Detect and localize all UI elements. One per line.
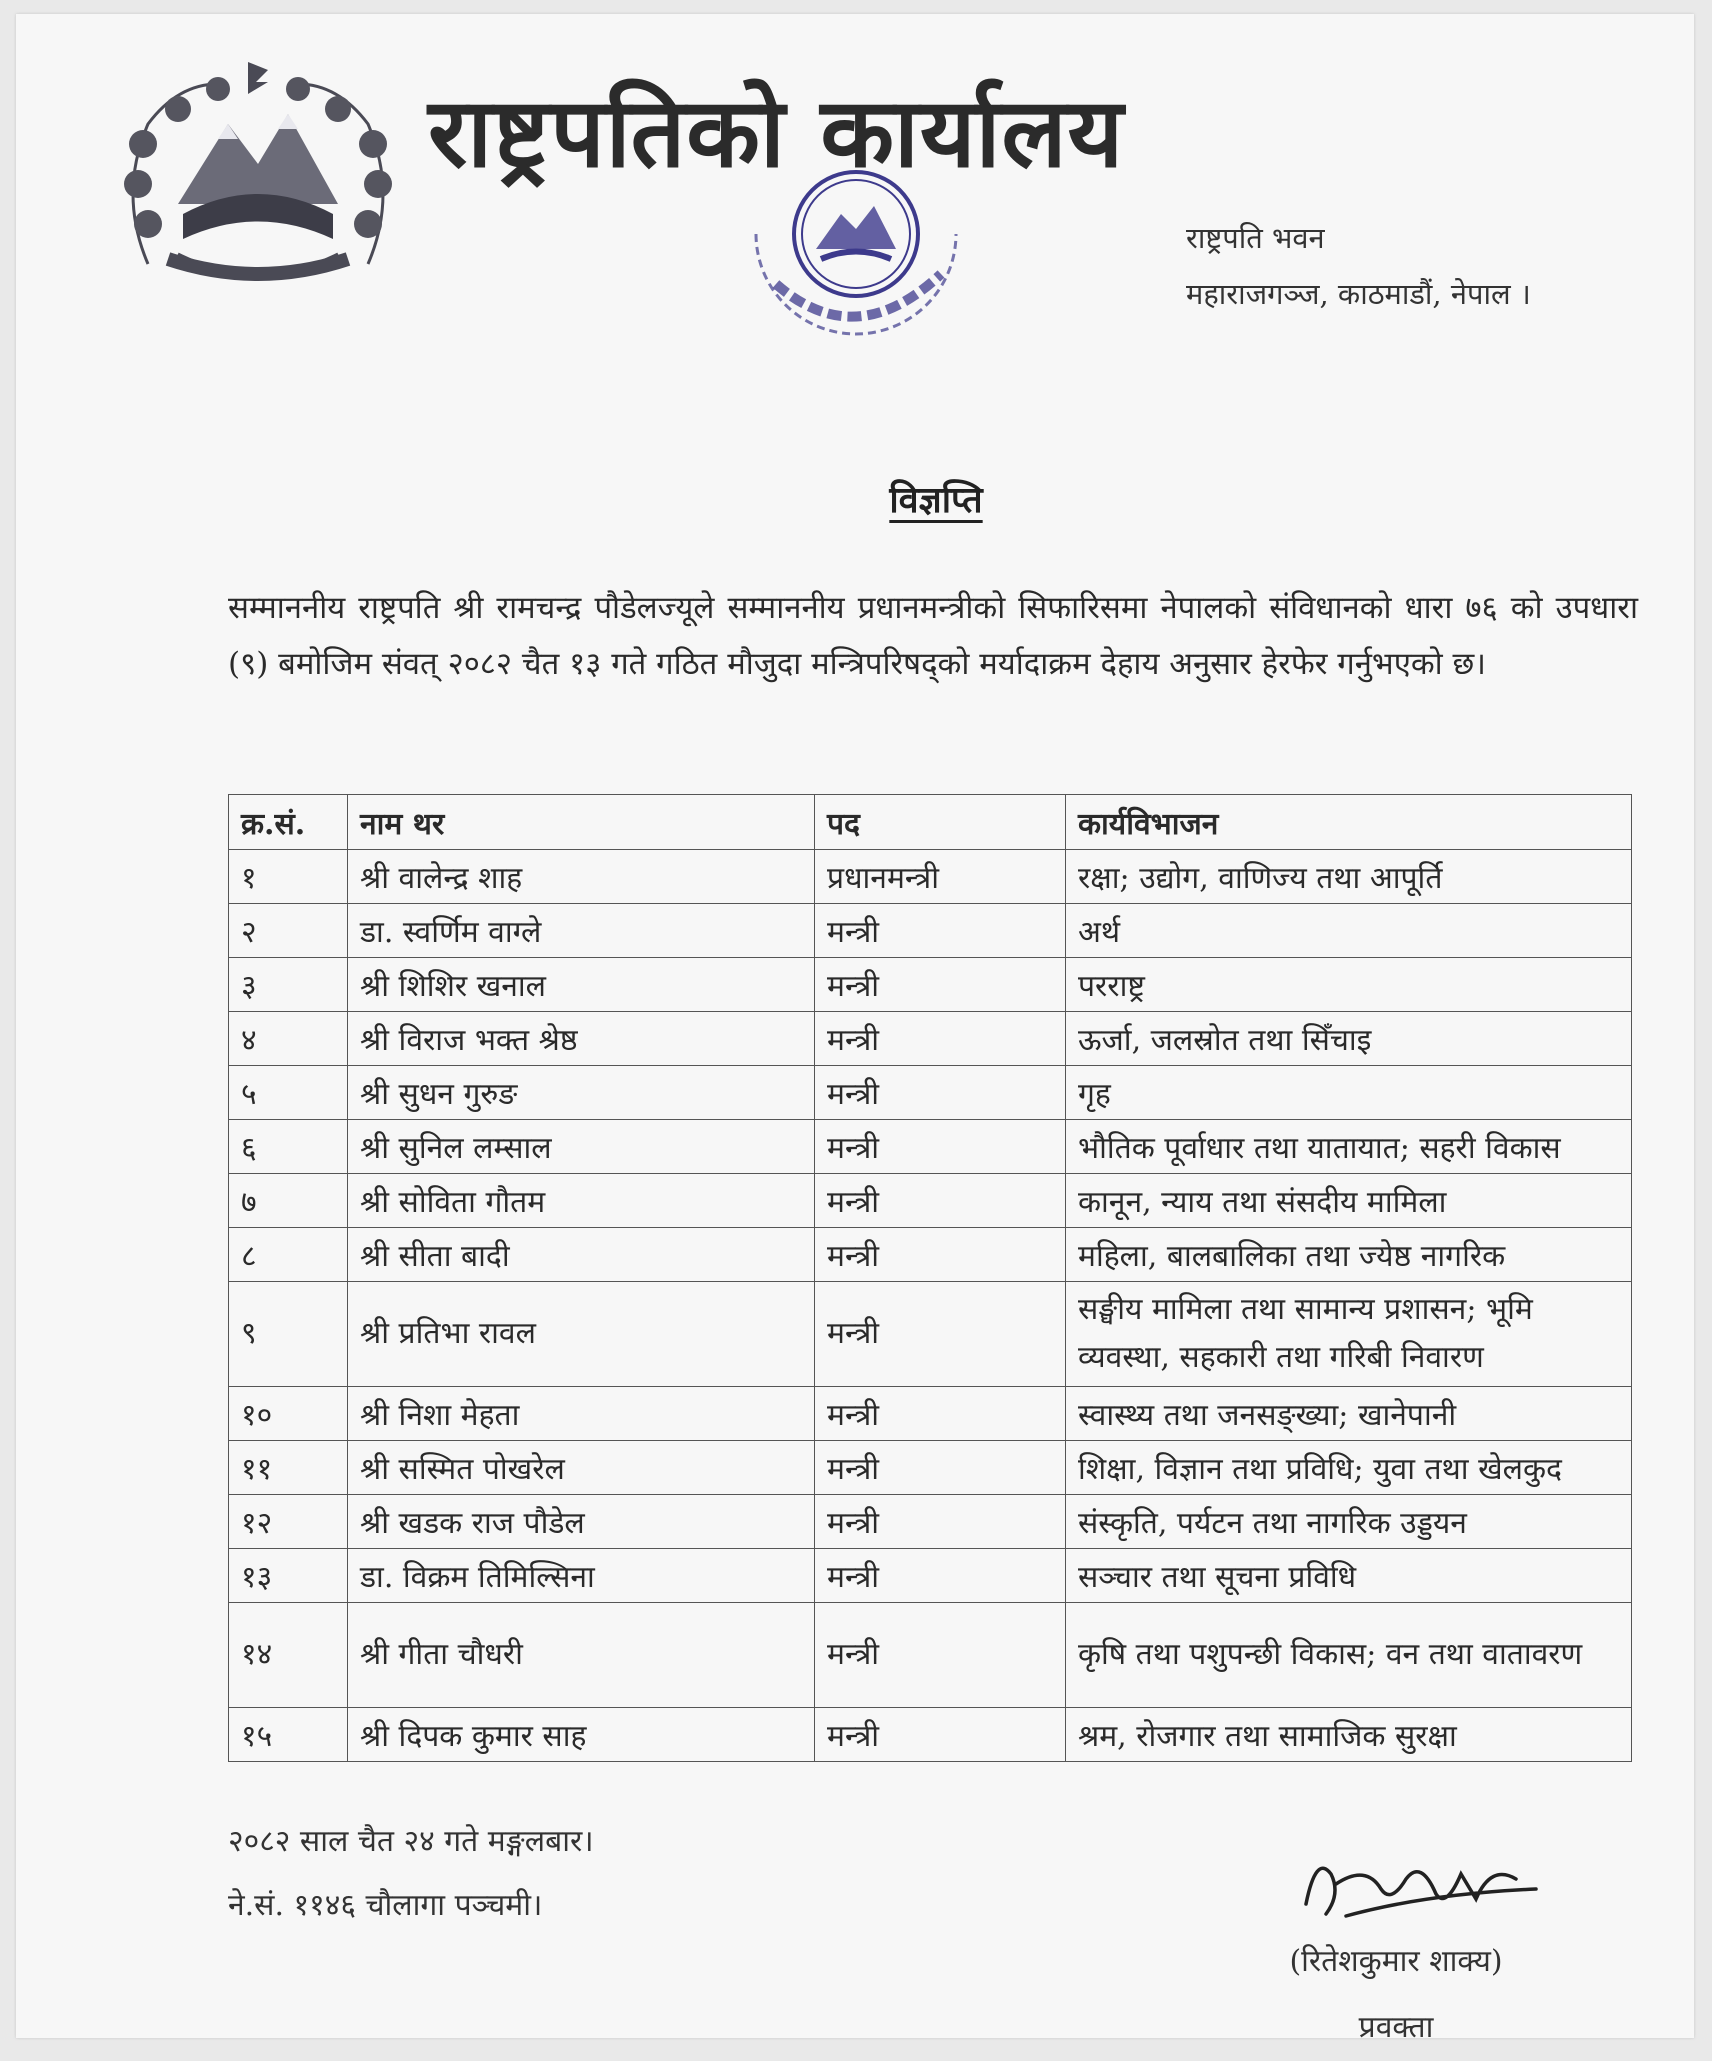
cell-post: मन्त्री [815, 1066, 1066, 1120]
table-row [229, 1120, 1632, 1174]
cell-name: श्री सोविता गौतम [348, 1174, 815, 1228]
cell-name: श्री खडक राज पौडेल [348, 1495, 815, 1549]
cell-portfolio: परराष्ट्र [1066, 958, 1632, 1012]
cell-name: श्री निशा मेहता [348, 1387, 815, 1441]
cell-name: श्री प्रतिभा रावल [348, 1282, 815, 1387]
cell-post: मन्त्री [815, 1012, 1066, 1066]
nepal-emblem-icon [108, 54, 408, 304]
cell-portfolio: भौतिक पूर्वाधार तथा यातायात; सहरी विकास [1066, 1120, 1632, 1174]
cell-serial: २ [229, 904, 348, 958]
table-row [229, 904, 1632, 958]
cell-post: मन्त्री [815, 1120, 1066, 1174]
cell-name: श्री सीता बादी [348, 1228, 815, 1282]
cell-serial: १४ [229, 1603, 348, 1708]
cell-name: श्री गीता चौधरी [348, 1603, 815, 1708]
cell-serial: १२ [229, 1495, 348, 1549]
cell-portfolio: संस्कृति, पर्यटन तथा नागरिक उड्डयन [1066, 1495, 1632, 1549]
header-portfolio: कार्यविभाजन [1066, 795, 1632, 850]
header-name: नाम थर [348, 795, 815, 850]
address-line-1: राष्ट्रपति भवन [1186, 221, 1325, 255]
signer-name: (रितेशकुमार शाक्य) [1289, 1944, 1503, 1979]
cell-name: श्री विराज भक्त श्रेष्ठ [348, 1012, 815, 1066]
cell-portfolio: अर्थ [1066, 904, 1632, 958]
cell-serial: ६ [229, 1120, 348, 1174]
cell-serial: ४ [229, 1012, 348, 1066]
header-post: पद [815, 795, 1066, 850]
official-stamp-icon [716, 124, 996, 374]
document-page [16, 14, 1694, 2045]
cell-name: श्री सुधन गुरुङ [348, 1066, 815, 1120]
cell-serial: ८ [229, 1228, 348, 1282]
cell-serial: १३ [229, 1549, 348, 1603]
cell-post: मन्त्री [815, 1282, 1066, 1387]
cell-name: श्री वालेन्द्र शाह [348, 850, 815, 904]
cell-post: मन्त्री [815, 1441, 1066, 1495]
cell-portfolio: महिला, बालबालिका तथा ज्येष्ठ नागरिक [1066, 1228, 1632, 1282]
cell-serial: १० [229, 1387, 348, 1441]
address-line-2: महाराजगञ्ज, काठमाडौं, नेपाल । [1186, 277, 1531, 311]
cell-serial: ११ [229, 1441, 348, 1495]
issue-date [228, 1810, 594, 1938]
cell-serial: ९ [229, 1282, 348, 1387]
table-row [229, 1495, 1632, 1549]
notice-body: सम्माननीय राष्ट्रपति श्री रामचन्द्र पौडेलज्यूले सम्माननीय प्रधानमन्त्रीको सिफारिसमा नेपालको संविधानको धारा ७६ को उपधारा (९) बमोजिम संवत् २०८२ चैत १३ गते गठित मौजुदा मन्त्रिपरिषद्को मर्यादाक्रम देहाय अनुसार हेरफेर गर्नुभएको छ। [228, 590, 1638, 682]
table-header-row [229, 795, 1632, 850]
cell-name: श्री सस्मित पोखरेल [348, 1441, 815, 1495]
office-title: राष्ट्रपतिको कार्यालय [428, 76, 1125, 189]
cell-post: मन्त्री [815, 1708, 1066, 1762]
cell-serial: ५ [229, 1066, 348, 1120]
table-row [229, 1441, 1632, 1495]
table-row [229, 850, 1632, 904]
cell-portfolio: सङ्घीय मामिला तथा सामान्य प्रशासन; भूमि व्यवस्था, सहकारी तथा गरिबी निवारण [1066, 1282, 1632, 1387]
cell-serial: ३ [229, 958, 348, 1012]
cell-name: श्री सुनिल लम्साल [348, 1120, 815, 1174]
cell-post: प्रधानमन्त्री [815, 850, 1066, 904]
cell-portfolio: शिक्षा, विज्ञान तथा प्रविधि; युवा तथा खेलकुद [1066, 1441, 1632, 1495]
cell-post: मन्त्री [815, 1174, 1066, 1228]
cell-post: मन्त्री [815, 1387, 1066, 1441]
notice-title [16, 474, 1712, 523]
cell-name: डा. स्वर्णिम वाग्ले [348, 904, 815, 958]
cell-portfolio: ऊर्जा, जलस्रोत तथा सिँचाइ [1066, 1012, 1632, 1066]
table-row [229, 1603, 1632, 1708]
date-nepal-sambat: ने.सं. ११४६ चौलागा पञ्चमी। [228, 1888, 543, 1923]
table-row [229, 1549, 1632, 1603]
cell-serial: १५ [229, 1708, 348, 1762]
cell-portfolio: कानून, न्याय तथा संसदीय मामिला [1066, 1174, 1632, 1228]
cell-portfolio: रक्षा; उद्योग, वाणिज्य तथा आपूर्ति [1066, 850, 1632, 904]
cell-portfolio: श्रम, रोजगार तथा सामाजिक सुरक्षा [1066, 1708, 1632, 1762]
table-row [229, 1387, 1632, 1441]
office-address [1186, 210, 1531, 322]
cell-post: मन्त्री [815, 1495, 1066, 1549]
notice-title-text: विज्ञप्ति [889, 479, 983, 521]
cell-serial: १ [229, 850, 348, 904]
cell-post: मन्त्री [815, 1228, 1066, 1282]
header-serial: क्र.सं. [229, 795, 348, 850]
table-row [229, 1708, 1632, 1762]
table-row [229, 1282, 1632, 1387]
signature-icon [1286, 1834, 1546, 1934]
cell-post: मन्त्री [815, 958, 1066, 1012]
cell-name: श्री शिशिर खनाल [348, 958, 815, 1012]
cell-post: मन्त्री [815, 1549, 1066, 1603]
cell-serial: ७ [229, 1174, 348, 1228]
table-row [229, 1174, 1632, 1228]
cell-portfolio: कृषि तथा पशुपन्छी विकास; वन तथा वातावरण [1066, 1603, 1632, 1708]
cabinet-table [228, 794, 1632, 1762]
table-row [229, 1012, 1632, 1066]
table-row [229, 1066, 1632, 1120]
cell-name: डा. विक्रम तिमिल्सिना [348, 1549, 815, 1603]
signer-block [1266, 1929, 1526, 2061]
cell-name: श्री दिपक कुमार साह [348, 1708, 815, 1762]
cell-post: मन्त्री [815, 904, 1066, 958]
table-row [229, 1228, 1632, 1282]
table-row [229, 958, 1632, 1012]
date-bs: २०८२ साल चैत २४ गते मङ्गलबार। [228, 1824, 594, 1859]
cell-portfolio: गृह [1066, 1066, 1632, 1120]
cell-portfolio: सञ्चार तथा सूचना प्रविधि [1066, 1549, 1632, 1603]
cell-portfolio: स्वास्थ्य तथा जनसङ्ख्या; खानेपानी [1066, 1387, 1632, 1441]
cell-post: मन्त्री [815, 1603, 1066, 1708]
signer-title: प्रवक्ता [1358, 2010, 1434, 2045]
